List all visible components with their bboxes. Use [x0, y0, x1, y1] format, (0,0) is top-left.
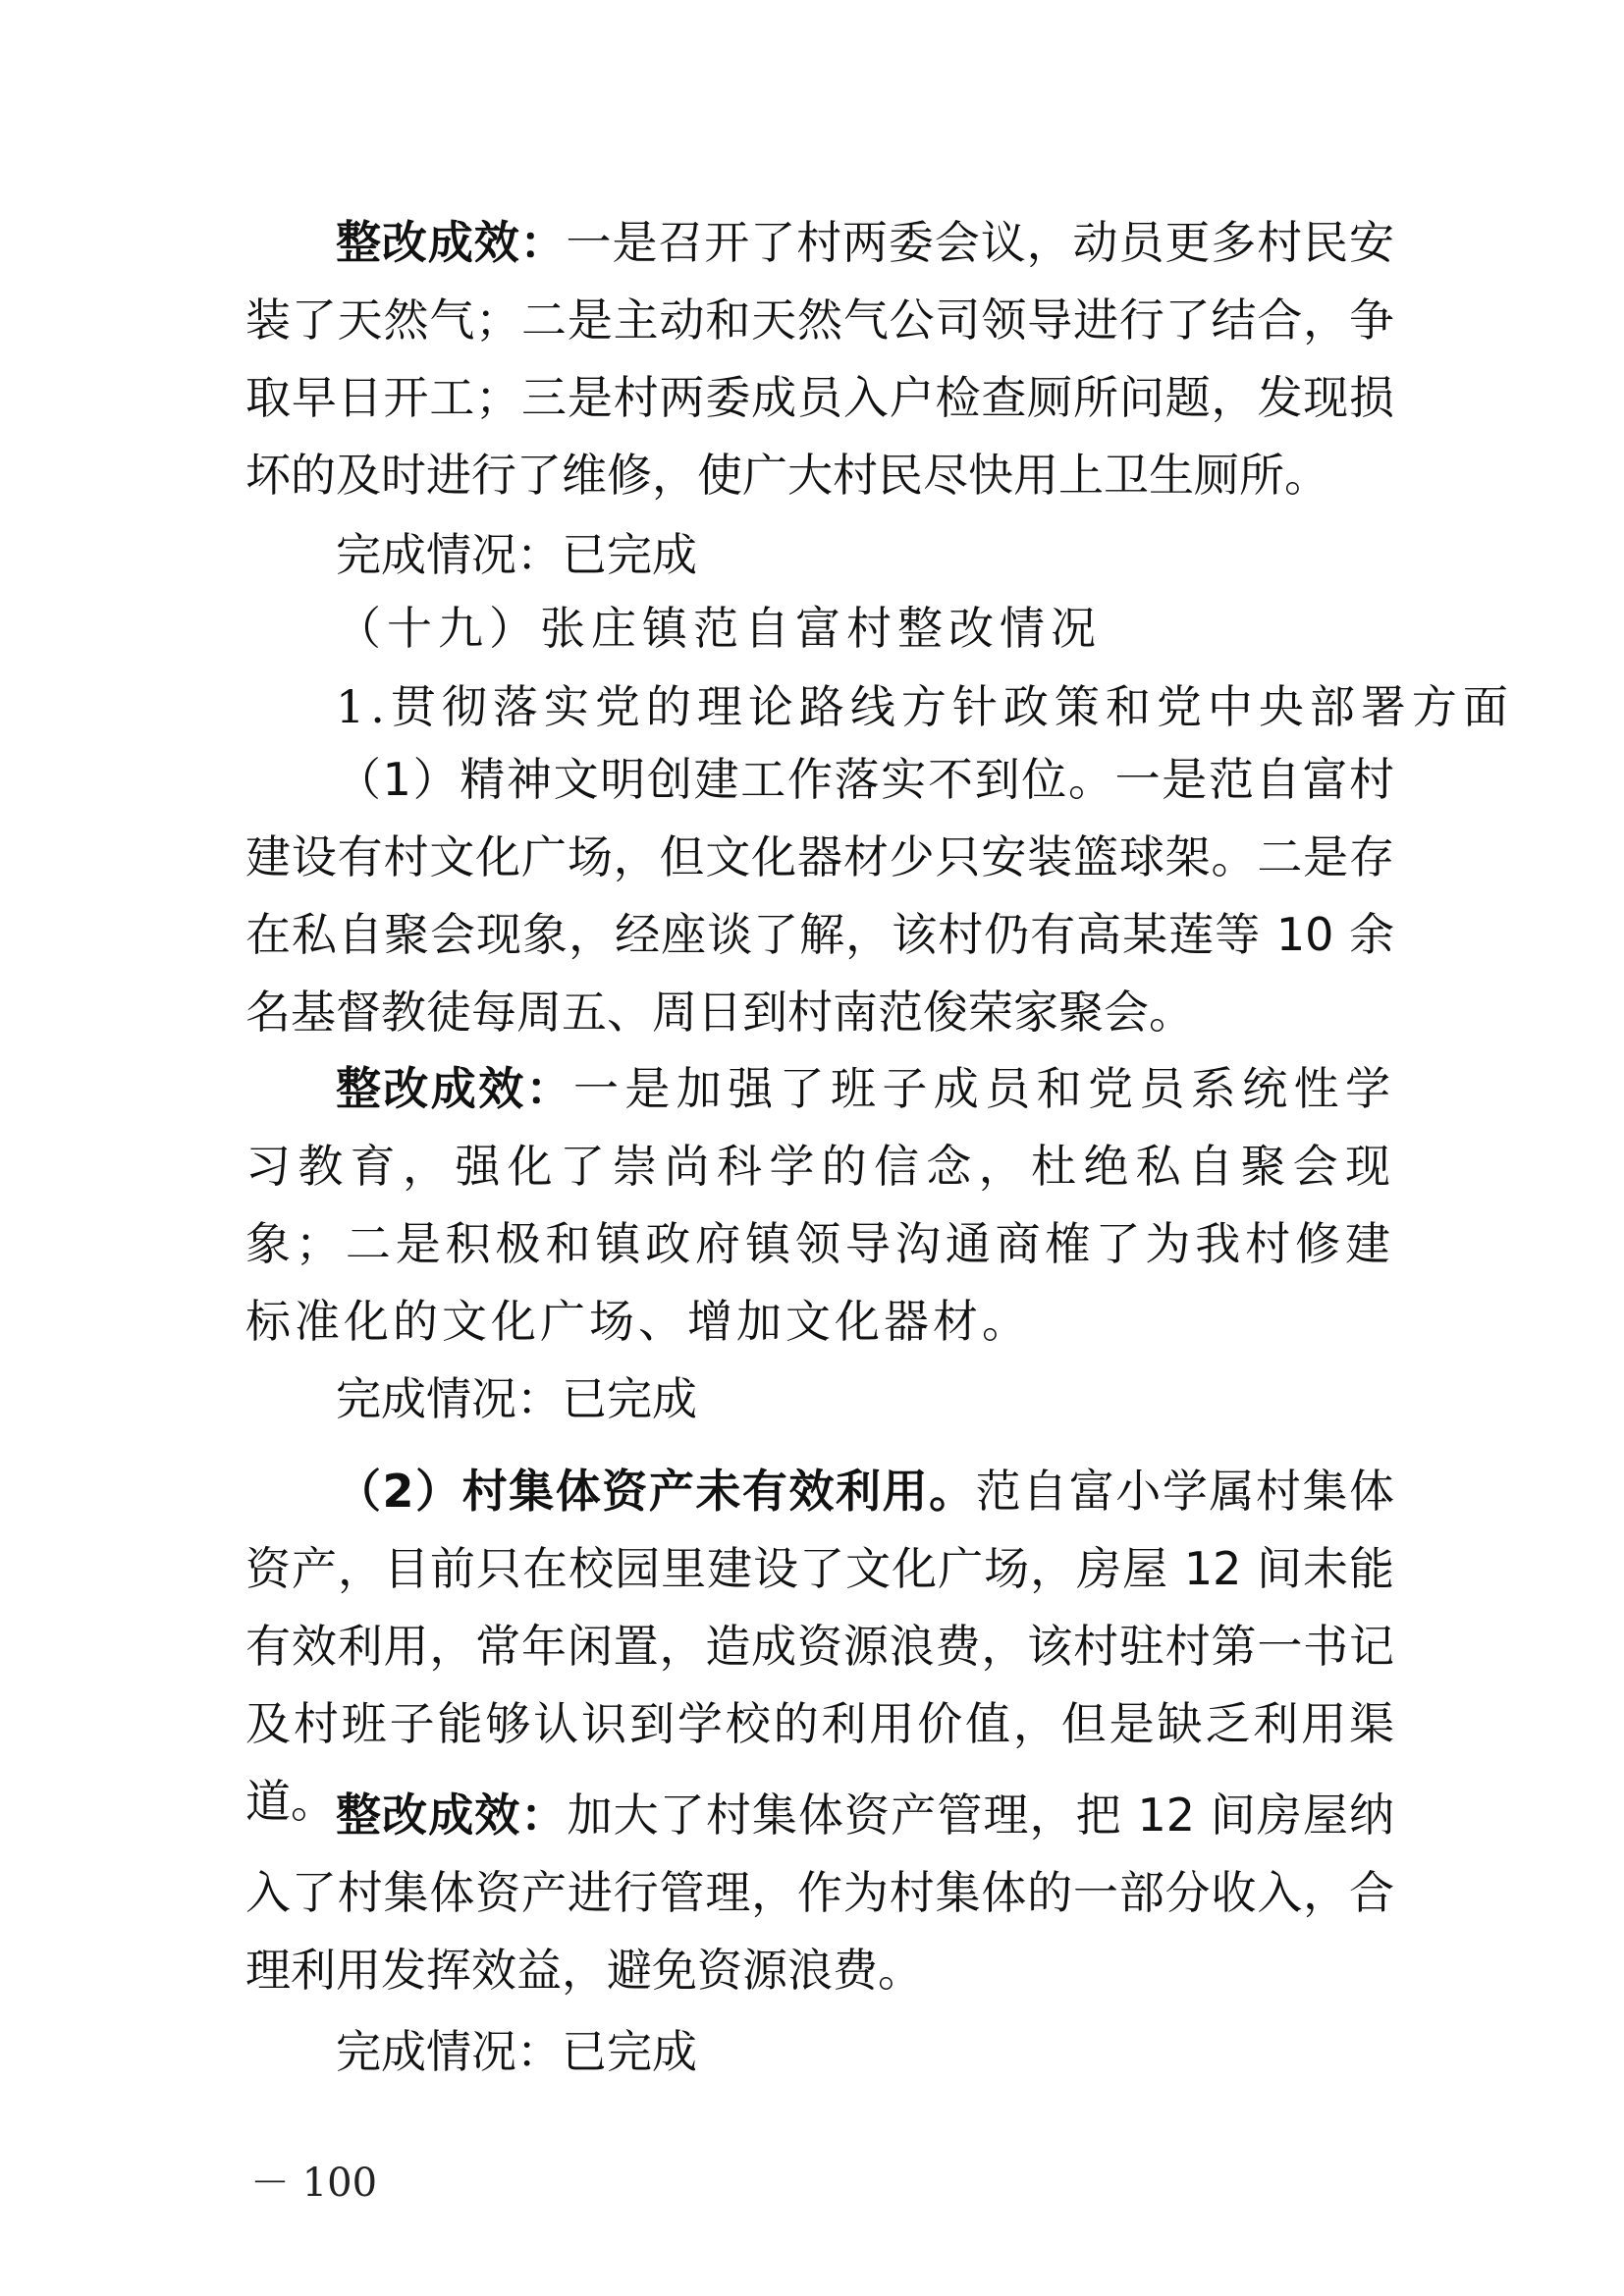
section-heading-village: （十九）张庄镇范自富村整改情况 — [336, 602, 1102, 655]
completion-status-2: 完成情况：已完成 — [336, 1372, 697, 1425]
paragraph-text: （1）精神文明创建工作落实不到位。一是范自富村建设有村文化广场，但文化器材少只安装篮球架。二是存在私自聚会现象，经座谈了解，该村仍有高某莲等 10 余名基督教徒每周五、周日到村南范俊荣家聚会。 — [245, 753, 1394, 1039]
paragraph-rectification-result-1 — [245, 204, 1394, 514]
subsection-heading: 1.贯彻落实党的理论路线方针政策和党中央部署方面 — [336, 680, 1514, 733]
paragraph-text: 范自富小学属村集体资产，目前只在校园里建设了文化广场，房屋 12 间未能有效利用，常年闲置，造成资源浪费，该村驻村第一书记及村班子能够认识到学校的利用价值，但是缺乏利用渠道。 — [245, 1465, 1394, 1828]
paragraph-lead: 整改成效： — [336, 1789, 568, 1842]
paragraph-lead: （2）村集体资产未有效利用。 — [336, 1465, 976, 1518]
paragraph-text: 加大了村集体资产管理，把 12 间房屋纳入了村集体资产进行管理，作为村集体的一部分收入，合理利用发挥效益，避免资源浪费。 — [245, 1789, 1395, 1997]
page-number: － 100 — [250, 2161, 378, 2206]
paragraph-lead: 整改成效： — [336, 216, 567, 269]
paragraph-rectification-result-3 — [245, 1777, 1394, 2009]
completion-status-1: 完成情况：已完成 — [336, 528, 697, 581]
paragraph-lead: 整改成效： — [336, 1062, 573, 1115]
completion-status-3: 完成情况：已完成 — [336, 2025, 697, 2078]
paragraph-text: 一是加强了班子成员和党员系统性学习教育，强化了崇尚科学的信念，杜绝私自聚会现象；二是积极和镇政府镇领导沟通商榷了为我村修建标准化的文化广场、增加文化器材。 — [245, 1062, 1394, 1348]
paragraph-rectification-result-2 — [245, 1050, 1394, 1361]
paragraph-issue-1 — [245, 741, 1394, 1051]
paragraph-text: 一是召开了村两委会议，动员更多村民安装了天然气；二是主动和天然气公司领导进行了结合，争取早日开工；三是村两委成员入户检查厕所问题，发现损坏的及时进行了维修，使广大村民尽快用上卫生厕所。 — [245, 216, 1395, 502]
